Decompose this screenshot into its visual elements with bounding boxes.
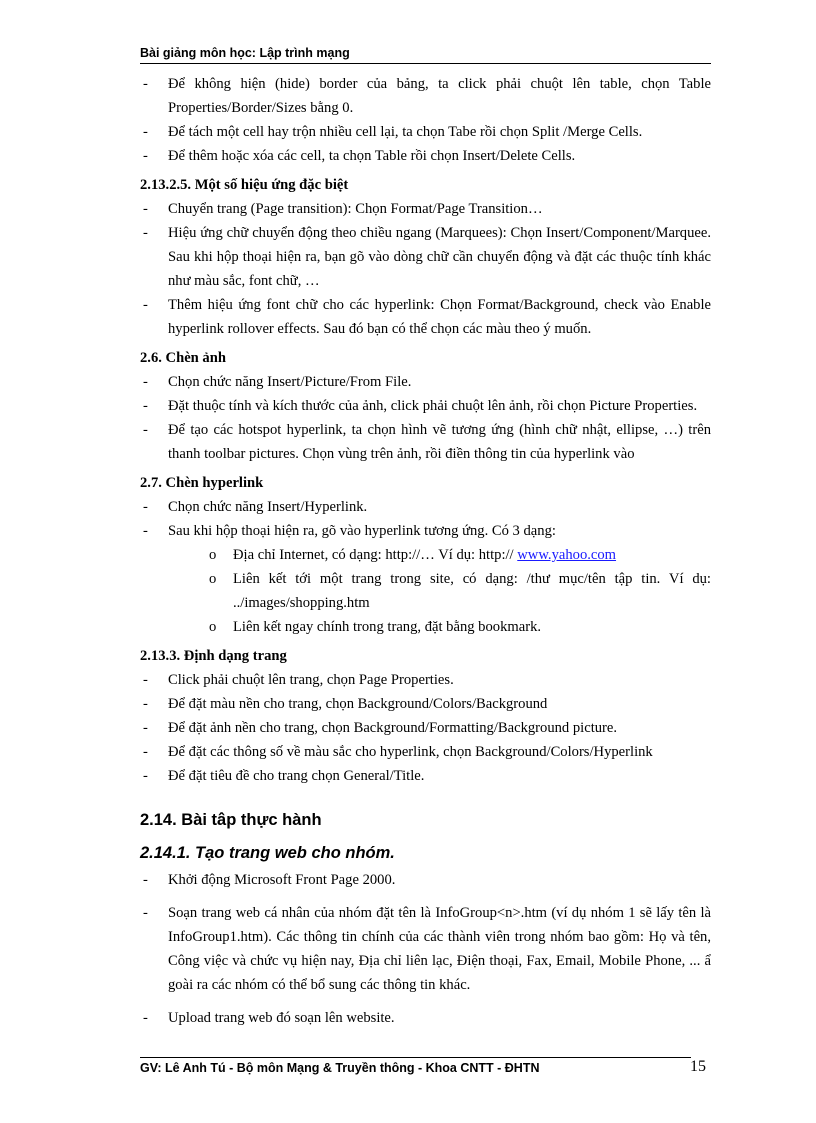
dash-bullet: - — [143, 744, 148, 760]
list-item: - Để không hiện (hide) border của bảng, ta click phải chuột lên table, chọn Table Properties/Border/Sizes bằng 0. — [143, 72, 711, 120]
running-footer: GV: Lê Anh Tú - Bộ môn Mạng & Truyền thông - Khoa CNTT - ĐHTN — [140, 1061, 540, 1075]
dash-bullet: - — [143, 905, 148, 921]
list-item: - Để đặt màu nền cho trang, chọn Background/Colors/Background — [143, 692, 711, 716]
dash-bullet: - — [143, 201, 148, 217]
circle-bullet: o — [209, 547, 217, 563]
dash-bullet: - — [143, 696, 148, 712]
dash-bullet: - — [143, 124, 148, 140]
list-item: - Hiệu ứng chữ chuyển động theo chiều ngang (Marquees): Chọn Insert/Component/Marquee. Sau khi hộp thoại hiện ra, bạn gõ vào dòng chữ cần chuyển động và đặt các thuộc tính khác như màu sắc, font chữ, … — [143, 221, 711, 293]
dash-bullet: - — [143, 374, 148, 390]
dash-bullet: - — [143, 76, 148, 92]
page-number: 15 — [690, 1058, 706, 1075]
section-heading-images: 2.6. Chèn ảnh — [140, 350, 226, 366]
list-item: - Thêm hiệu ứng font chữ cho các hyperlink: Chọn Format/Background, check vào Enable hyperlink rollover effects. Sau đó bạn có thể chọn các màu theo ý muốn. — [143, 293, 711, 341]
section-heading-effects: 2.13.2.5. Một số hiệu ứng đặc biệt — [140, 177, 349, 193]
header-divider — [140, 63, 711, 64]
section-heading-hyperlink: 2.7. Chèn hyperlink — [140, 475, 264, 491]
dash-bullet: - — [143, 1010, 148, 1026]
dash-bullet: - — [143, 523, 148, 539]
page-body — [140, 72, 711, 1030]
list-item: - Để đặt các thông số về màu sắc cho hyperlink, chọn Background/Colors/Hyperlink — [143, 740, 711, 764]
sub-list-item: o Địa chỉ Internet, có dạng: http://… Ví dụ: http:// www.yahoo.com — [143, 543, 711, 567]
dash-bullet: - — [143, 398, 148, 414]
dash-bullet: - — [143, 720, 148, 736]
section-heading-exercise: 2.14. Bài tâp thực hành — [140, 811, 322, 829]
list-item: - Để đặt ảnh nền cho trang, chọn Background/Formatting/Background picture. — [143, 716, 711, 740]
list-item: - Click phải chuột lên trang, chọn Page Properties. — [143, 668, 711, 692]
sub-list-item: o Liên kết tới một trang trong site, có dạng: /thư mục/tên tập tin. Ví dụ: ../images/shopping.htm — [143, 567, 711, 615]
section-heading-page-format: 2.13.3. Định dạng trang — [140, 648, 287, 664]
list-item: - Khởi động Microsoft Front Page 2000. — [143, 868, 711, 892]
subsection-heading-group-page: 2.14.1. Tạo trang web cho nhóm. — [140, 844, 395, 862]
list-item: - Chọn chức năng Insert/Picture/From File. — [143, 370, 711, 394]
list-item: - Sau khi hộp thoại hiện ra, gõ vào hyperlink tương ứng. Có 3 dạng: — [143, 519, 711, 543]
list-item: - Để tạo các hotspot hyperlink, ta chọn hình vẽ tương ứng (hình chữ nhật, ellipse, …) trên thanh toolbar pictures. Chọn vùng trên ảnh, rồi điền thông tin của hyperlink vào — [143, 418, 711, 466]
list-item: - Chọn chức năng Insert/Hyperlink. — [143, 495, 711, 519]
dash-bullet: - — [143, 422, 148, 438]
list-item: - Để tách một cell hay trộn nhiều cell lại, ta chọn Tabe rồi chọn Split /Merge Cells. — [143, 120, 711, 144]
dash-bullet: - — [143, 499, 148, 515]
list-item: - Upload trang web đó soạn lên website. — [143, 1006, 711, 1030]
yahoo-link[interactable]: www.yahoo.com — [517, 547, 617, 563]
list-item: - Soạn trang web cá nhân của nhóm đặt tên là InfoGroup<n>.htm (ví dụ nhóm 1 sẽ lấy tên là InfoGroup1.htm). Các thông tin chính của các thành viên trong nhóm bao gồm: Họ và tên, Công việc và chức vụ hiện nay, Địa chỉ liên lạc, Điện thoại, Fax, Email, Mobile Phone, ... ẩ goài ra các nhóm có thể bổ sung các thông tin khác. — [143, 901, 711, 997]
dash-bullet: - — [143, 672, 148, 688]
dash-bullet: - — [143, 225, 148, 241]
sub-list-item: o Liên kết ngay chính trong trang, đặt bằng bookmark. — [143, 615, 711, 639]
list-item: - Đặt thuộc tính và kích thước của ảnh, click phải chuột lên ảnh, rồi chọn Picture Properties. — [143, 394, 711, 418]
circle-bullet: o — [209, 571, 217, 587]
dash-bullet: - — [143, 872, 148, 888]
running-header: Bài giảng môn học: Lập trình mạng — [140, 46, 350, 60]
list-item: - Chuyển trang (Page transition): Chọn Format/Page Transition… — [143, 197, 711, 221]
dash-bullet: - — [143, 768, 148, 784]
footer-divider — [140, 1057, 691, 1058]
dash-bullet: - — [143, 148, 148, 164]
list-item: - Để thêm hoặc xóa các cell, ta chọn Table rồi chọn Insert/Delete Cells. — [143, 144, 711, 168]
circle-bullet: o — [209, 619, 217, 635]
dash-bullet: - — [143, 297, 148, 313]
list-item: - Để đặt tiêu đề cho trang chọn General/Title. — [143, 764, 711, 788]
